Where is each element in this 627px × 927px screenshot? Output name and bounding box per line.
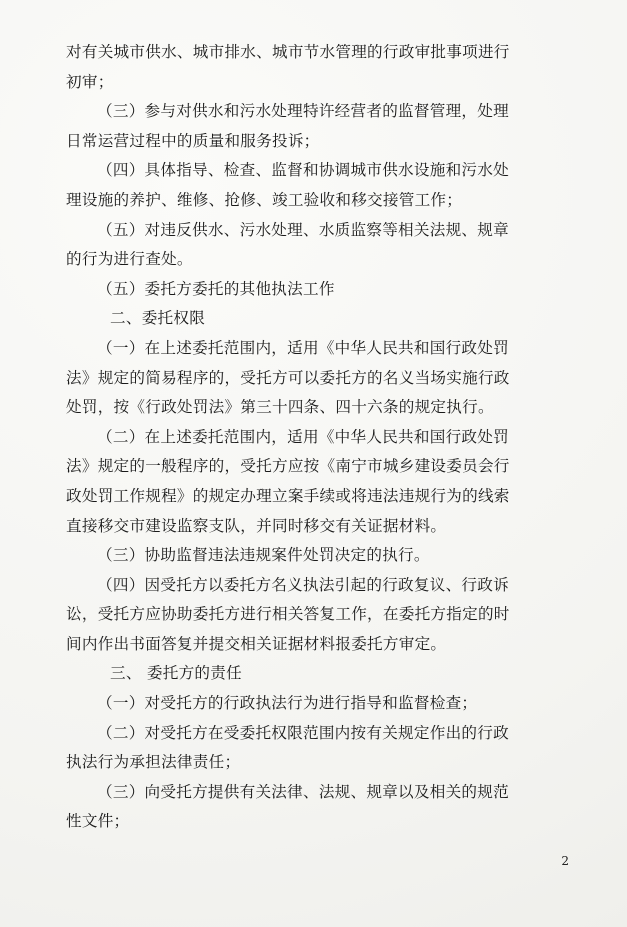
- text-line: （五）对违反供水、污水处理、水质监察等相关法规、规章: [97, 220, 509, 239]
- text-line: （三）协助监督违法违规案件处罚决定的执行。: [97, 546, 430, 565]
- text-line: （一）在上述委托范围内，适用《中华人民共和国行政处罚: [97, 338, 509, 357]
- text-line: （四）具体指导、检查、监督和协调城市供水设施和污水处: [97, 161, 509, 180]
- page-number: 2: [561, 854, 569, 868]
- body-text: [66, 38, 566, 837]
- text-line: 政处罚工作规程》的规定办理立案手续或将违法违规行为的线索: [66, 486, 510, 505]
- text-line: 日常运营过程中的质量和服务投诉；: [66, 131, 320, 150]
- text-line: （五）委托方委托的其他执法工作: [97, 279, 335, 298]
- text-line: 讼，受托方应协助委托方进行相关答复工作，在委托方指定的时: [66, 605, 510, 624]
- text-line: 的行为进行查处。: [66, 250, 193, 269]
- section-heading: 二、委托权限: [110, 309, 206, 328]
- text-line: 法》规定的一般程序的，受托方应按《南宁市城乡建设委员会行: [66, 457, 510, 476]
- text-line: 初审；: [66, 72, 114, 91]
- text-line: （三）参与对供水和污水处理特许经营者的监督管理，处理: [97, 102, 509, 121]
- text-line: （三）向受托方提供有关法律、法规、规章以及相关的规范: [97, 782, 509, 801]
- text-line: 对有关城市供水、城市排水、城市节水管理的行政审批事项进行: [66, 43, 510, 61]
- text-line: （二）对受托方在受委托权限范围内按有关规定作出的行政: [97, 723, 509, 742]
- text-line: 直接移交市建设监察支队，并同时移交有关证据材料。: [66, 516, 447, 535]
- text-line: 性文件；: [66, 812, 130, 831]
- text-line: 法》规定的简易程序的，受托方可以委托方的名义当场实施行政: [66, 368, 510, 387]
- section-heading: 三、 委托方的责任: [110, 664, 242, 683]
- text-line: （四）因受托方以委托方名义执法引起的行政复议、行政诉: [97, 575, 509, 594]
- text-line: （二）在上述委托范围内，适用《中华人民共和国行政处罚: [97, 427, 509, 446]
- text-line: 执法行为承担法律责任；: [66, 753, 241, 772]
- text-line: （一）对受托方的行政执法行为进行指导和监督检查；: [97, 694, 478, 713]
- text-line: 间内作出书面答复并提交相关证据材料报委托方审定。: [66, 634, 447, 653]
- text-line: 处罚，按《行政处罚法》第三十四条、四十六条的规定执行。: [66, 398, 494, 417]
- text-line: 理设施的养护、维修、抢修、竣工验收和移交接管工作；: [66, 190, 463, 209]
